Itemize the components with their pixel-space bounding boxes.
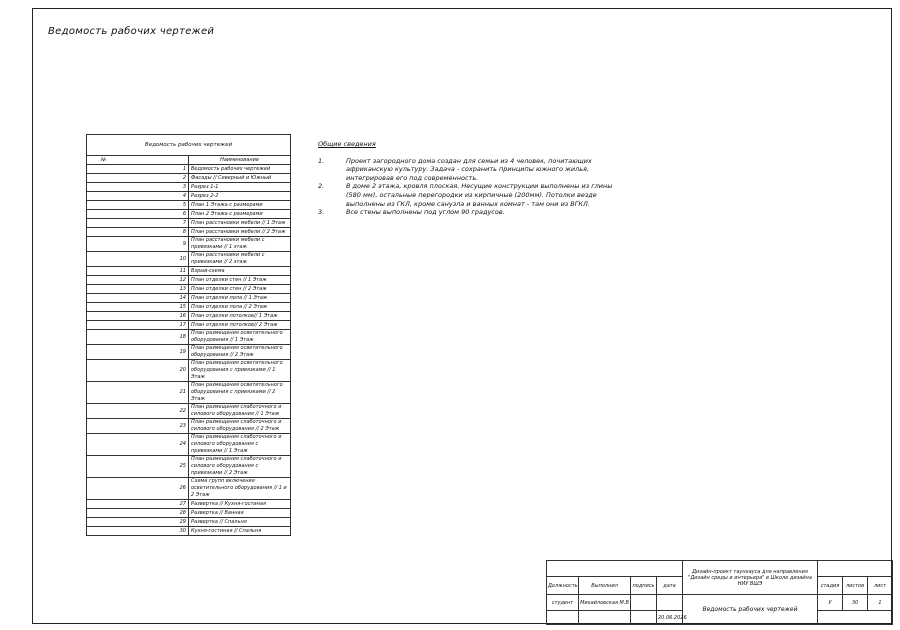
register-row-num: 14	[87, 294, 189, 303]
register-row	[87, 303, 291, 312]
drawing-register-table	[86, 134, 291, 536]
register-row-num: 8	[87, 228, 189, 237]
note-item	[318, 182, 618, 208]
register-row-name: План отделки потолков// 1 Этаж	[189, 312, 291, 321]
register-row	[87, 518, 291, 527]
register-row	[87, 174, 291, 183]
register-row-num: 22	[87, 404, 189, 419]
tb-header-stage: стадия	[818, 577, 843, 595]
register-row	[87, 252, 291, 267]
register-row-num: 25	[87, 456, 189, 478]
register-row	[87, 165, 291, 174]
register-row	[87, 276, 291, 285]
register-row	[87, 419, 291, 434]
register-row-num: 24	[87, 434, 189, 456]
register-row-name: План размещения осветительного оборудования с привязками // 2 Этаж	[189, 382, 291, 404]
tb-author: Михайловская М.В	[579, 595, 631, 611]
tb-header-sheets: листов	[843, 577, 868, 595]
register-row-name: Разрез 1-1	[189, 183, 291, 192]
general-notes	[318, 140, 618, 217]
register-row-name: План расстановки мебели с привязками // 2 этаж	[189, 252, 291, 267]
register-row	[87, 321, 291, 330]
register-row-num: 16	[87, 312, 189, 321]
register-col-num: №	[87, 156, 189, 165]
register-row-num: 2	[87, 174, 189, 183]
register-row	[87, 382, 291, 404]
note-number: 3.	[318, 208, 325, 217]
register-row-name: Ведомость рабочих чертежей	[189, 165, 291, 174]
register-row	[87, 183, 291, 192]
register-row-name: План размещения осветительного оборудования // 1 Этаж	[189, 330, 291, 345]
register-row-num: 28	[87, 509, 189, 518]
register-row-name: План 2 Этажа с размерами	[189, 210, 291, 219]
tb-page: 1	[868, 595, 893, 611]
register-row-num: 17	[87, 321, 189, 330]
register-row	[87, 219, 291, 228]
register-row-name: План размещения осветительного оборудования с привязками // 1 Этаж	[189, 360, 291, 382]
register-row-name: План отделки пола // 2 Этаж	[189, 303, 291, 312]
register-row-name: План отделки пола // 1 Этаж	[189, 294, 291, 303]
register-row-num: 23	[87, 419, 189, 434]
note-text: Проект загородного дома создан для семьи из 4 человек, почитающих африканскую культуру. Задача - сохранить принципы южного жилья, интегрировав его под современность.	[346, 156, 592, 182]
register-row-num: 11	[87, 267, 189, 276]
note-number: 1.	[318, 156, 325, 165]
register-row	[87, 267, 291, 276]
register-row-num: 30	[87, 527, 189, 536]
register-row-name: Разрез 2-2	[189, 192, 291, 201]
register-row-name: Развертка // Ванная	[189, 509, 291, 518]
register-row-num: 13	[87, 285, 189, 294]
register-row-name: План отделки стен // 2 Этаж	[189, 285, 291, 294]
register-row-num: 5	[87, 201, 189, 210]
register-row-name: Развертка // Спальня	[189, 518, 291, 527]
register-row-name: План расстановки мебели с привязками // 1 этаж	[189, 237, 291, 252]
register-row	[87, 192, 291, 201]
register-row-num: 10	[87, 252, 189, 267]
register-row-name: План размещения слаботочного и силового оборудования // 1 Этаж	[189, 404, 291, 419]
register-row-name: План отделки потолков// 2 Этаж	[189, 321, 291, 330]
register-row-num: 18	[87, 330, 189, 345]
note-text: В доме 2 этажа, кровля плоская. Несущие конструкции выполнены из глины (580 мм), остальные перегородки из кирпичные (200мм). Потолки везде выполнены из ГКЛ, кроме санузла и ванных комнат - там они из ВГКЛ.	[346, 182, 613, 208]
register-row	[87, 434, 291, 456]
register-row	[87, 210, 291, 219]
note-item	[318, 157, 618, 183]
tb-header-page: лист	[868, 577, 893, 595]
register-row	[87, 201, 291, 210]
note-text: Все стены выполнены под углом 90 градусов.	[346, 208, 505, 217]
register-row-num: 21	[87, 382, 189, 404]
tb-header-done: Выполнил	[579, 577, 631, 595]
tb-stage: У	[818, 595, 843, 611]
note-item	[318, 208, 618, 217]
register-row-name: План размещения осветительного оборудования // 2 Этаж	[189, 345, 291, 360]
register-row-name: Фасады // Северный и Южный	[189, 174, 291, 183]
register-header-row	[87, 156, 291, 165]
register-col-name: Наименование	[189, 156, 291, 165]
register-row	[87, 404, 291, 419]
register-row	[87, 500, 291, 509]
title-block	[546, 560, 893, 625]
register-row-num: 19	[87, 345, 189, 360]
register-caption-row	[87, 135, 291, 156]
project-title: Дизайн-проект таунхауса для направления "Дизайн среды и интерьера" в Школе дизайна НИУ ВШЭ	[683, 561, 818, 595]
tb-role: студент	[547, 595, 579, 611]
register-row-num: 4	[87, 192, 189, 201]
tb-date: 20.06.2026	[657, 611, 683, 625]
register-row-name: План расстановки мебели // 1 Этаж	[189, 219, 291, 228]
notes-title: Общие сведения	[318, 140, 376, 148]
register-row-name: План размещения слаботочного и силового оборудования с привязками // 1 Этаж	[189, 434, 291, 456]
register-row-name: Развертка // Кухня-гостиная	[189, 500, 291, 509]
register-row-num: 29	[87, 518, 189, 527]
register-row-name: Кухня-гостиная // Спальня	[189, 527, 291, 536]
register-row	[87, 228, 291, 237]
tb-header-sign: подпись	[631, 577, 657, 595]
tb-sheets: 30	[843, 595, 868, 611]
register-row-num: 6	[87, 210, 189, 219]
register-row-num: 7	[87, 219, 189, 228]
register-row	[87, 285, 291, 294]
register-row	[87, 237, 291, 252]
register-row-name: План размещения слаботочного и силового оборудования // 2 Этаж	[189, 419, 291, 434]
register-row-num: 3	[87, 183, 189, 192]
register-row-name: План 1 Этажа с размерами	[189, 201, 291, 210]
register-row-name: План размещения слаботочного и силового оборудования с привязками // 2 Этаж	[189, 456, 291, 478]
register-row-num: 1	[87, 165, 189, 174]
register-row	[87, 478, 291, 500]
register-row	[87, 509, 291, 518]
register-row-name: План расстановки мебели // 2 Этаж	[189, 228, 291, 237]
register-row-num: 20	[87, 360, 189, 382]
tb-header-date: дата	[657, 577, 683, 595]
note-number: 2.	[318, 182, 325, 191]
register-row-name: Взрыв-схема	[189, 267, 291, 276]
register-row	[87, 360, 291, 382]
register-row-name: Схема групп включения осветительного оборудования // 1 и 2 Этаж	[189, 478, 291, 500]
register-row-name: План отделки стен // 1 Этаж	[189, 276, 291, 285]
register-row-num: 12	[87, 276, 189, 285]
register-row	[87, 456, 291, 478]
tb-sheet-name: Ведомость рабочих чертежей	[683, 595, 818, 625]
sheet-title: Ведомость рабочих чертежей	[48, 26, 215, 37]
register-row	[87, 527, 291, 536]
register-row-num: 26	[87, 478, 189, 500]
register-row	[87, 312, 291, 321]
register-caption: Ведомость рабочих чертежей	[87, 135, 291, 156]
register-row	[87, 345, 291, 360]
notes-list	[318, 157, 618, 217]
register-row-num: 15	[87, 303, 189, 312]
register-row	[87, 294, 291, 303]
tb-header-position: Должность	[547, 577, 579, 595]
register-row-num: 9	[87, 237, 189, 252]
register-row-num: 27	[87, 500, 189, 509]
register-row	[87, 330, 291, 345]
